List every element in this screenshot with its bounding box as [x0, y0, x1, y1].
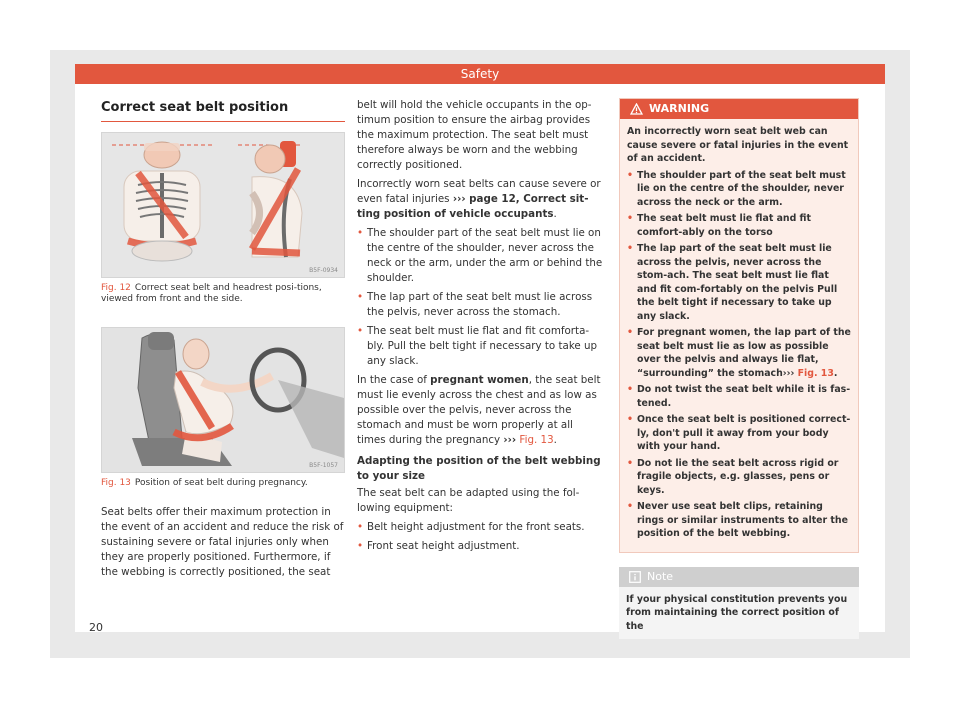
column-middle [357, 98, 603, 558]
figure-caption [101, 283, 345, 305]
text: In the case of [357, 374, 427, 386]
emphasis: pregnant women [430, 374, 529, 386]
warning-title: WARNING [649, 102, 710, 115]
note-box [619, 567, 859, 640]
note-header [619, 567, 859, 587]
figure-12 [101, 132, 345, 278]
info-icon [629, 571, 641, 583]
text: . [553, 208, 557, 220]
figure-link[interactable]: Fig. 13 [797, 367, 834, 379]
bullet-item: • Belt height adjustment for the front seats. [357, 520, 603, 535]
bullet-item: • The lap part of the seat belt must lie across the pelvis, never across the stomach. [357, 290, 603, 320]
figure-caption-text: Position of seat belt during pregnancy. [134, 478, 308, 488]
pregnancy-seat-belt-illustration [102, 328, 344, 472]
warning-item: • Do not twist the seat belt while it is fas-tened. [627, 383, 851, 410]
column-left [101, 98, 345, 584]
bullet-item: • The seat belt must lie flat and fit comforta-bly. Pull the belt tight if necessary to take up any slack. [357, 324, 603, 369]
page-frame [50, 50, 910, 658]
text: , the seat belt must lie evenly across the chest and as low as possible over the pelvis, never across the stomach and must be worn properly at all times during the pregnancy [357, 374, 601, 446]
warning-item: • Never use seat belt clips, retaining rings or similar instruments to alter the position of the belt webbing. [627, 500, 851, 541]
note-text: If your physical constitution prevents you from maintaining the correct position of the [626, 593, 848, 632]
warning-body [620, 119, 858, 552]
text: . [833, 367, 838, 379]
bullet-item: • The shoulder part of the seat belt must lie on the centre of the shoulder, never across the neck or the arm, under the arm or behind the shoulder. [357, 226, 603, 286]
figure-label: Fig. 13 [101, 478, 131, 488]
figure-link[interactable]: Fig. 13 [519, 434, 554, 446]
reference-arrows: ››› [503, 434, 517, 446]
reference-arrows: ››› [782, 367, 795, 379]
note-title: Note [647, 569, 674, 583]
warning-triangle-icon [630, 103, 643, 115]
warning-intro: An incorrectly worn seat belt web can cause severe or fatal injuries in the event of an accident. [627, 126, 849, 164]
warning-item: • The seat belt must lie flat and fit comfort-ably on the torso [627, 212, 851, 239]
paragraph: belt will hold the vehicle occupants in the op-timum position to ensure the airbag provides the maximum protection. The seat belt must therefore always be worn and the webbing correctly positioned. [357, 99, 592, 171]
figure-caption-text: Correct seat belt and headrest posi-tions, viewed from front and the side. [101, 283, 322, 304]
figure-caption [101, 478, 345, 489]
figure-13 [101, 327, 345, 473]
cross-reference-link[interactable]: ››› page 12, Correct sit-ting position of vehicle occupants [357, 193, 589, 220]
warning-header [620, 99, 858, 119]
page-number: 20 [89, 621, 103, 634]
figure-code: B5F-0934 [309, 267, 338, 274]
warning-item [627, 326, 851, 380]
text: . [553, 434, 557, 446]
intro-paragraph: Seat belts offer their maximum protection in the event of an accident and reduce the risk of sustaining severe or fatal injuries only when they are properly positioned. Furthermore, if the webbing is correctly positioned, the seat [101, 506, 344, 578]
seat-belt-front-side-illustration [102, 133, 344, 277]
warning-item: • The lap part of the seat belt must lie across the pelvis, never across the stom-ach. The seat belt must lie flat and fit com-fortably on the pelvis Pull the belt tight if necessary to take up any slack. [627, 242, 851, 323]
text: For pregnant women, the lap part of the seat belt must lie as low as possible over the pelvis and always lie flat, “surrounding” the stomach [637, 327, 851, 379]
figure-label: Fig. 12 [101, 283, 131, 293]
warning-item: • Once the seat belt is positioned correct-ly, don't pull it away from your body with your hand. [627, 413, 851, 454]
text: Incorrectly worn seat belts can cause severe or even fatal injuries [357, 178, 601, 205]
section-title: Correct seat belt position [101, 100, 345, 122]
warning-item: • Do not lie the seat belt across rigid or fragile objects, e.g. glasses, pens or keys. [627, 457, 851, 498]
figure-code: B5F-1057 [309, 462, 338, 469]
column-right [619, 98, 859, 639]
manual-page [75, 64, 885, 632]
page-header: Safety [75, 64, 885, 84]
bullet-item: • Front seat height adjustment. [357, 539, 603, 554]
paragraph [357, 373, 603, 448]
paragraph: The seat belt can be adapted using the fol-lowing equipment: [357, 487, 580, 514]
paragraph [357, 177, 603, 222]
warning-box [619, 98, 859, 553]
warning-item: • The shoulder part of the seat belt must lie on the centre of the shoulder, never across the neck or the arm. [627, 169, 851, 210]
subheading: Adapting the position of the belt webbing to your size [357, 455, 601, 482]
